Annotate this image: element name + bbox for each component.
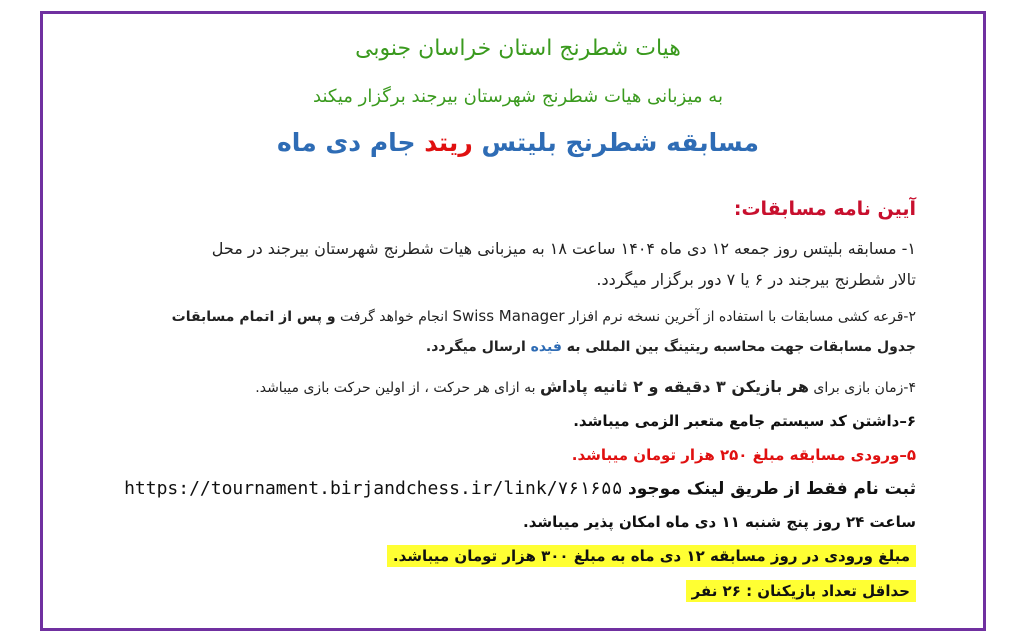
rule-2-line-2 [426,339,916,355]
min-players-highlight: حداقل تعداد بازیکنان : ۲۶ نفر [686,580,916,602]
rule-2-text-d: جدول مسابقات جهت محاسبه ریتینگ بین المللی به [566,339,916,355]
rule-4-text-c: به ازای هر حرکت ، از اولین حرکت بازی میباشد. [255,380,536,396]
deadline-line: ساعت ۲۴ روز پنج شنبه ۱۱ دی ماه امکان پذیر میباشد. [523,513,916,531]
rule-2-line-1 [172,307,916,325]
rule-4 [255,377,916,396]
rule-1-line-2: تالار شطرنج بیرجند در ۶ یا ۷ دور برگزار میگردد. [596,270,916,289]
registration-line [124,478,916,499]
tournament-title [120,128,916,157]
document-content [120,0,916,614]
sameday-fee-line [387,546,916,565]
host-line: به میزبانی هیات شطرنج شهرستان بیرجند برگزار میکند [313,86,723,107]
rule-2-text-b: انجام خواهد گرفت [340,309,448,325]
rule-4-text-a: ۴-زمان بازی برای [813,380,916,396]
time-control: هر بازیکن ۳ دقیقه و ۲ ثانیه پاداش [539,377,809,396]
rule-2-text-a: ۲-قرعه کشی مسابقات با استفاده از آخرین نسخه نرم افزار [569,309,916,325]
rule-2-text-e: ارسال میگردد. [425,339,526,355]
fide-word: فیده [530,339,562,355]
tournament-title-part1: مسابقه شطرنج بلیتس [481,128,759,157]
software-name: Swiss Manager [452,307,565,325]
tournament-title-rated: ریتد [424,128,473,157]
rule-5: ۵–ورودی مسابقه مبلغ ۲۵۰ هزار تومان میباشد. [571,446,916,464]
registration-text: ثبت نام فقط از طریق لینک موجود [627,479,916,499]
rule-1-line-1: ۱- مسابقه بلیتس روز جمعه ۱۲ دی ماه ۱۴۰۴ ساعت ۱۸ به میزبانی هیات شطرنج شهرستان بیرجند در محل [211,239,916,258]
registration-link[interactable]: https://tournament.birjandchess.ir/link/۷۶۱۶۵۵ [124,478,623,499]
min-players-line [686,581,916,600]
rules-heading: آیین نامه مسابقات: [733,198,916,220]
rule-2-text-c: و پس از اتمام مسابقات [171,309,336,325]
rule-6: ۶–داشتن کد سیستم جامع متعبر الزمی میباشد. [573,412,916,430]
org-title: هیات شطرنج استان خراسان جنوبی [355,36,681,61]
tournament-title-part3: جام دی ماه [277,128,416,157]
sameday-fee-highlight: مبلغ ورودی در روز مسابقه ۱۲ دی ماه به مبلغ ۳۰۰ هزار تومان میباشد. [387,545,916,567]
